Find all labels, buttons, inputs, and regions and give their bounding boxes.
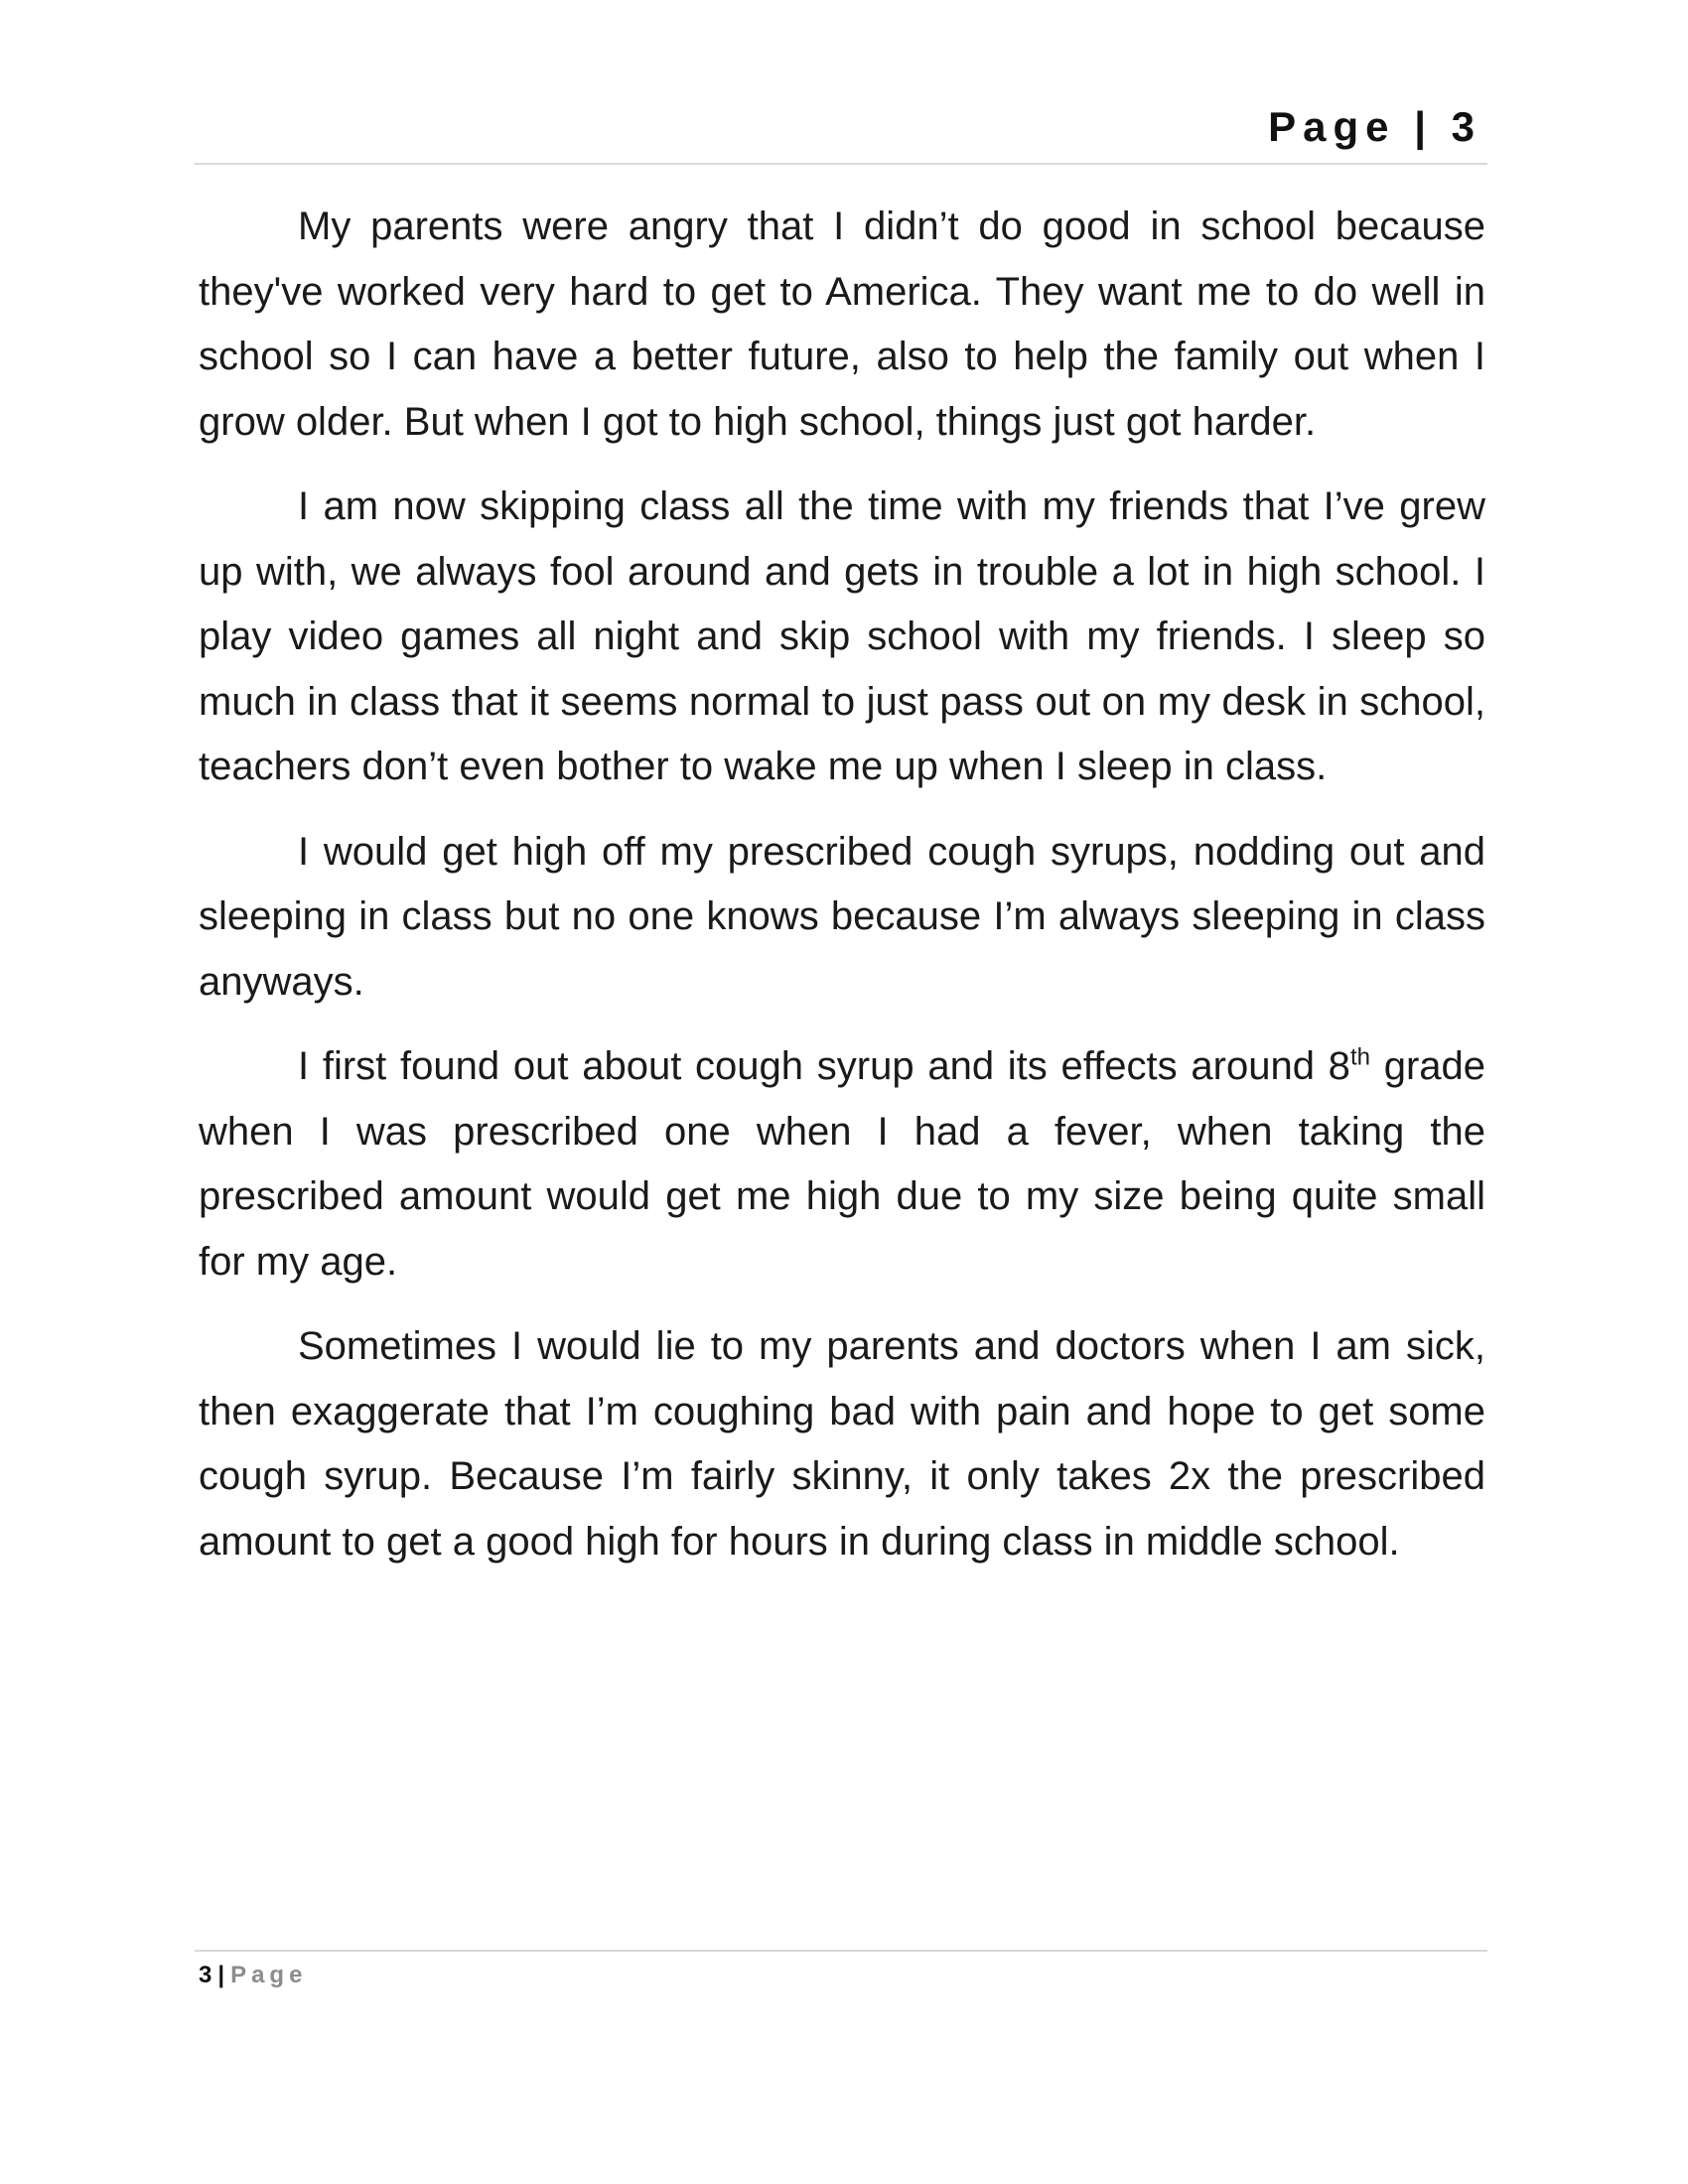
- paragraph-4-start: I first found out about cough syrup and its effects around 8: [298, 1044, 1350, 1088]
- footer-page-number: [199, 1962, 307, 1989]
- paragraph-1: My parents were angry that I didn’t do good in school because they've worked very hard to get to America. They want me to do well in school so I can have a better future, also to help the family out when I grow older. But when I got to high school, things just got harder.: [199, 205, 1485, 444]
- page-header: [195, 99, 1487, 165]
- document-body: [199, 195, 1485, 1594]
- paragraph-2: I am now skipping class all the time with my friends that I’ve grew up with, we always fool around and gets in trouble a lot in high school. I play video games all night and skip school with my friends. I sleep so much in class that it seems normal to just pass out on my desk in school, teachers don’t even bother to wake me up when I sleep in class.: [199, 484, 1485, 788]
- paragraph-3: I would get high off my prescribed cough syrups, nodding out and sleeping in class but no one knows because I’m always sleeping in class anyways.: [199, 829, 1485, 1004]
- paragraph-4: [199, 1034, 1485, 1295]
- header-page-number: Page | 3: [1268, 103, 1481, 150]
- footer-label: Page: [230, 1962, 308, 1988]
- ordinal-suffix: th: [1349, 1043, 1370, 1071]
- paragraph-4-end: grade when I was prescribed one when I had a fever, when taking the prescribed amount would get me high due to my size being quite small for my age.: [199, 1044, 1485, 1284]
- page-footer: [195, 1950, 1487, 1988]
- footer-number: 3: [199, 1962, 212, 1988]
- paragraph-5: Sometimes I would lie to my parents and doctors when I am sick, then exaggerate that I’m coughing bad with pain and hope to get some cough syrup. Because I’m fairly skinny, it only takes 2x the prescribed amount to get a good high for hours in during class in middle school.: [199, 1324, 1485, 1564]
- footer-separator: |: [217, 1962, 225, 1988]
